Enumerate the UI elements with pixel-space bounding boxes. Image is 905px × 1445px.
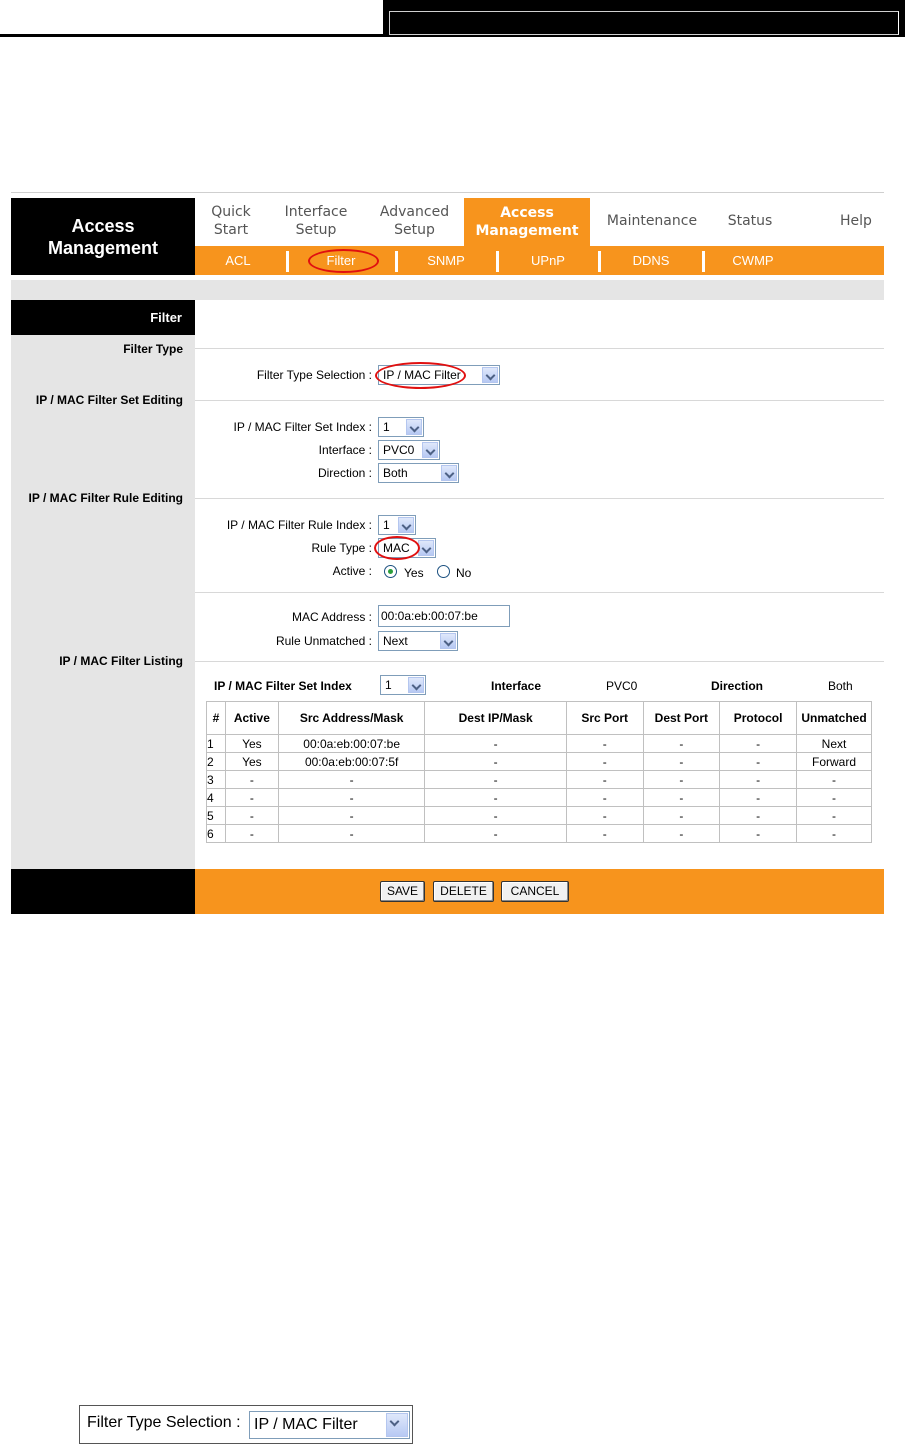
- submenu-upnp[interactable]: UPnP: [531, 253, 565, 268]
- table-cell: -: [566, 771, 643, 789]
- table-cell: -: [566, 753, 643, 771]
- rule-unmatched-value: Next: [383, 634, 408, 648]
- spacer-band: [11, 280, 884, 300]
- table-cell: -: [720, 735, 797, 753]
- table-row: [207, 825, 872, 843]
- divider: [195, 348, 884, 349]
- listing-direction-value: Both: [828, 679, 853, 693]
- rule-unmatched-select[interactable]: [378, 631, 458, 651]
- footer-bar-left: [11, 869, 195, 914]
- table-cell: -: [643, 735, 720, 753]
- submenu-snmp[interactable]: SNMP: [427, 253, 465, 268]
- menu-label: Start: [213, 222, 249, 238]
- rule-index-select[interactable]: [378, 515, 416, 535]
- table-cell: -: [643, 771, 720, 789]
- table-cell: -: [425, 771, 566, 789]
- table-cell: -: [720, 753, 797, 771]
- table-cell: 3: [207, 771, 226, 789]
- submenu-separator: [598, 251, 601, 272]
- table-cell: -: [425, 789, 566, 807]
- table-cell: 2: [207, 753, 226, 771]
- section-listing: IP / MAC Filter Listing: [59, 654, 183, 668]
- submenu-separator: [496, 251, 499, 272]
- menu-label: Interface: [284, 204, 348, 220]
- chevron-down-icon: [408, 677, 424, 693]
- active-no-label: No: [456, 566, 472, 580]
- interface-value: PVC0: [383, 443, 415, 457]
- submenu-separator: [702, 251, 705, 272]
- section-title-filter: Filter: [11, 300, 195, 335]
- direction-label: Direction :: [317, 466, 372, 480]
- menu-label: Help: [840, 213, 872, 229]
- table-cell: -: [225, 807, 278, 825]
- page-brand-title: [11, 198, 195, 275]
- listing-interface-value: PVC0: [606, 679, 638, 693]
- table-cell: -: [278, 771, 425, 789]
- table-cell: -: [566, 807, 643, 825]
- table-cell: 5: [207, 807, 226, 825]
- menu-status[interactable]: [715, 198, 785, 244]
- table-cell: -: [797, 807, 872, 825]
- chevron-down-icon: [482, 367, 498, 383]
- listing-interface-label: Interface: [491, 679, 542, 693]
- chevron-down-icon: [406, 419, 422, 435]
- set-index-value: 1: [383, 420, 390, 434]
- chevron-down-icon: [422, 442, 438, 458]
- divider: [195, 400, 884, 401]
- brand-line-1: Access: [71, 215, 135, 236]
- menu-advanced-setup[interactable]: [367, 198, 462, 244]
- header-rule: [0, 34, 385, 37]
- table-cell: -: [278, 807, 425, 825]
- table-cell: -: [566, 735, 643, 753]
- mac-address-input[interactable]: 00:0a:eb:00:07:be: [378, 605, 510, 627]
- rule-index-value: 1: [383, 518, 390, 532]
- menu-label: Access: [500, 205, 554, 221]
- zoom-filter-type-label: Filter Type Selection :: [87, 1414, 241, 1431]
- section-filter-type: Filter Type: [123, 342, 183, 356]
- table-cell: -: [720, 807, 797, 825]
- interface-select[interactable]: [378, 440, 440, 460]
- active-yes-radio[interactable]: [384, 565, 397, 578]
- listing-set-index-select[interactable]: [380, 675, 426, 695]
- listing-set-index-value: 1: [385, 678, 392, 692]
- chevron-down-icon: [440, 633, 456, 649]
- col-index: #: [207, 702, 226, 735]
- rule-type-label: Rule Type :: [311, 541, 372, 555]
- save-button[interactable]: SAVE: [380, 881, 425, 902]
- table-cell: -: [425, 825, 566, 843]
- table-cell: Yes: [225, 735, 278, 753]
- table-cell: 00:0a:eb:00:07:be: [278, 735, 425, 753]
- mac-address-label: MAC Address :: [291, 610, 372, 624]
- table-cell: Next: [797, 735, 872, 753]
- table-row: [207, 789, 872, 807]
- header-bar-inner: [389, 11, 899, 35]
- chevron-down-icon: [386, 1413, 408, 1437]
- submenu-filter[interactable]: Filter: [326, 253, 356, 268]
- table-row: [207, 753, 872, 771]
- brand-line-2: Management: [47, 237, 159, 258]
- col-unmatched: Unmatched: [797, 702, 872, 735]
- zoom-filter-type-value: IP / MAC Filter: [254, 1416, 358, 1433]
- menu-label: Status: [727, 213, 773, 229]
- table-cell: -: [643, 789, 720, 807]
- menu-interface-setup[interactable]: [272, 198, 360, 244]
- menu-label: Setup: [394, 222, 435, 238]
- table-cell: -: [278, 825, 425, 843]
- table-cell: 1: [207, 735, 226, 753]
- col-dest-port: Dest Port: [643, 702, 720, 735]
- active-yes-label: Yes: [404, 566, 424, 580]
- table-cell: -: [225, 771, 278, 789]
- submenu-acl[interactable]: ACL: [225, 253, 251, 268]
- menu-label: Advanced: [379, 204, 450, 220]
- col-src-port: Src Port: [566, 702, 643, 735]
- menu-label: Quick: [211, 204, 251, 220]
- submenu-cwmp[interactable]: CWMP: [732, 253, 774, 268]
- highlight-ring: [374, 536, 420, 560]
- table-cell: 6: [207, 825, 226, 843]
- table-cell: Forward: [797, 753, 872, 771]
- section-set-editing: IP / MAC Filter Set Editing: [35, 393, 183, 407]
- interface-label: Interface :: [318, 443, 372, 457]
- filter-rules-table: [206, 701, 872, 843]
- menu-label: Maintenance: [606, 213, 698, 229]
- table-cell: -: [225, 825, 278, 843]
- table-header-row: [207, 702, 872, 735]
- menu-quick-start[interactable]: [195, 198, 267, 244]
- table-cell: -: [643, 825, 720, 843]
- highlight-ring: [308, 249, 379, 273]
- table-row: [207, 807, 872, 825]
- table-cell: -: [425, 753, 566, 771]
- table-cell: 4: [207, 789, 226, 807]
- chevron-down-icon: [441, 465, 457, 481]
- menu-access-management[interactable]: [464, 198, 590, 246]
- delete-button[interactable]: DELETE: [433, 881, 494, 902]
- table-cell: -: [278, 789, 425, 807]
- table-row: [207, 771, 872, 789]
- table-cell: -: [720, 771, 797, 789]
- table-row: [207, 735, 872, 753]
- submenu-separator: [395, 251, 398, 272]
- table-cell: -: [797, 789, 872, 807]
- chevron-down-icon: [398, 517, 414, 533]
- table-cell: 00:0a:eb:00:07:5f: [278, 753, 425, 771]
- table-cell: -: [425, 807, 566, 825]
- set-index-label: IP / MAC Filter Set Index :: [233, 420, 372, 434]
- cancel-button[interactable]: CANCEL: [501, 881, 569, 902]
- filter-type-label: Filter Type Selection :: [256, 368, 372, 382]
- zoomed-filter-type: [79, 1405, 413, 1444]
- submenu-separator: [286, 251, 289, 272]
- table-cell: -: [643, 807, 720, 825]
- active-no-radio[interactable]: [437, 565, 450, 578]
- table-cell: -: [225, 789, 278, 807]
- table-cell: -: [797, 825, 872, 843]
- direction-select[interactable]: [378, 463, 459, 483]
- col-protocol: Protocol: [720, 702, 797, 735]
- table-cell: -: [720, 825, 797, 843]
- divider: [11, 192, 884, 193]
- rule-unmatched-label: Rule Unmatched :: [275, 634, 372, 648]
- listing-set-index-label: IP / MAC Filter Set Index: [214, 679, 352, 693]
- divider: [195, 661, 884, 662]
- zoom-filter-type-select[interactable]: [249, 1411, 410, 1439]
- divider: [195, 498, 884, 499]
- col-active: Active: [225, 702, 278, 735]
- set-index-select[interactable]: [378, 417, 424, 437]
- table-cell: -: [643, 753, 720, 771]
- table-cell: -: [797, 771, 872, 789]
- menu-label: Management: [475, 223, 579, 239]
- table-cell: -: [566, 789, 643, 807]
- active-label: Active :: [332, 564, 372, 578]
- col-src-address: Src Address/Mask: [278, 702, 425, 735]
- section-rule-editing: IP / MAC Filter Rule Editing: [28, 491, 183, 505]
- rule-index-label: IP / MAC Filter Rule Index :: [226, 518, 372, 532]
- submenu-ddns[interactable]: DDNS: [632, 253, 670, 268]
- chevron-down-icon: [418, 540, 434, 556]
- table-cell: Yes: [225, 753, 278, 771]
- col-dest-ip: Dest IP/Mask: [425, 702, 566, 735]
- listing-direction-label: Direction: [711, 679, 764, 693]
- highlight-ring: [375, 362, 466, 389]
- menu-label: Setup: [295, 222, 337, 238]
- divider: [195, 592, 884, 593]
- rule-type-value: MAC: [383, 541, 410, 555]
- left-column: [11, 300, 195, 869]
- direction-value: Both: [383, 466, 408, 480]
- table-cell: -: [566, 825, 643, 843]
- filter-type-value: IP / MAC Filter: [383, 368, 461, 382]
- menu-maintenance[interactable]: [597, 198, 707, 244]
- table-cell: -: [425, 735, 566, 753]
- menu-help[interactable]: [828, 198, 884, 244]
- table-cell: -: [720, 789, 797, 807]
